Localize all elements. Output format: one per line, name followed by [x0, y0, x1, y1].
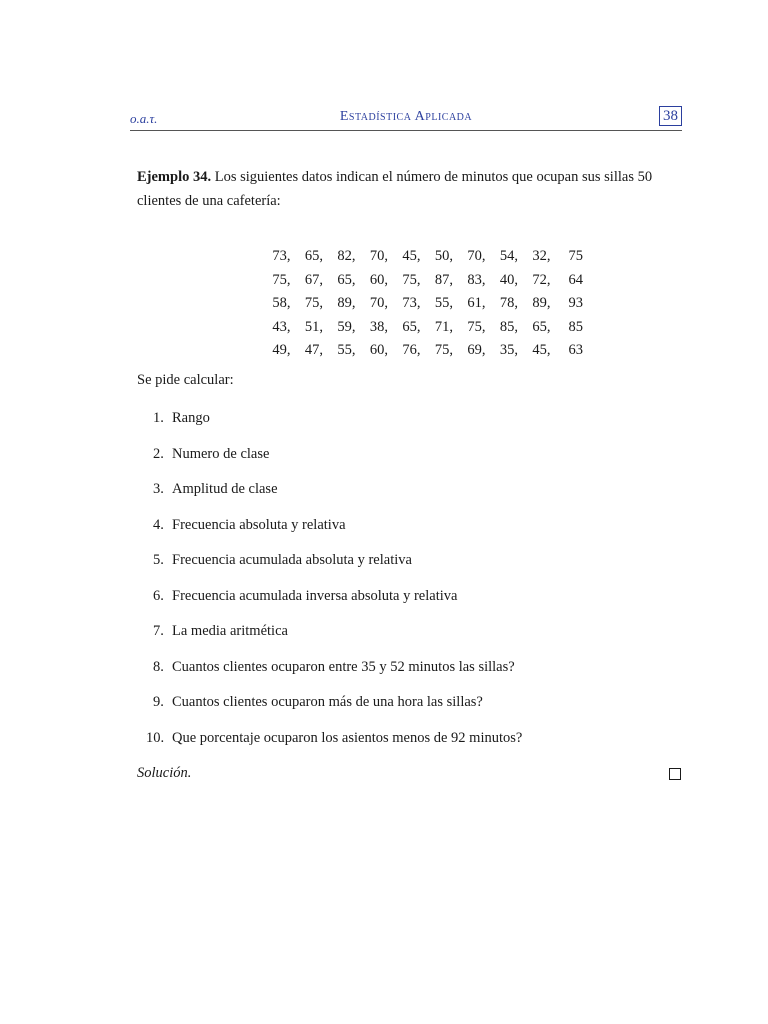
list-item	[137, 694, 697, 714]
list-item	[137, 410, 697, 430]
list-item	[137, 659, 697, 679]
list-item-number: 10.	[146, 729, 165, 746]
data-cell: 72,	[532, 271, 551, 288]
data-cell: 55,	[434, 295, 453, 312]
data-cell: 76,	[402, 342, 421, 359]
data-cell: 61,	[467, 295, 486, 312]
list-item-number: 5.	[153, 552, 164, 568]
data-cell: 60,	[369, 342, 388, 359]
data-cell: 70,	[369, 295, 388, 312]
list-item-text: Numero de clase	[172, 445, 270, 462]
list-item	[137, 517, 697, 537]
data-cell: 67,	[304, 271, 323, 288]
list-item-text: Que porcentaje ocuparon los asientos menos de 92 minutos?	[172, 729, 523, 746]
data-cell: 75,	[272, 271, 291, 288]
data-cell: 85,	[499, 318, 518, 335]
data-cell: 73,	[272, 248, 291, 265]
qed-square-icon	[669, 768, 681, 780]
list-item-number: 1.	[153, 410, 164, 426]
data-cell: 59,	[337, 318, 356, 335]
example-text: Los siguientes datos indican el número de minutos que ocupan sus sillas 50 clientes de una cafetería:	[137, 169, 653, 209]
data-cell: 71,	[434, 318, 453, 335]
list-item-number: 7.	[153, 623, 164, 639]
data-row	[258, 339, 583, 363]
data-cell: 73,	[402, 295, 421, 312]
list-item-text: Cuantos clientes ocuparon entre 35 y 52 minutos las sillas?	[172, 658, 515, 675]
list-item-text: La media aritmética	[172, 623, 288, 639]
list-item-number: 8.	[153, 658, 164, 675]
list-item	[137, 552, 697, 572]
data-cell: 69,	[467, 342, 486, 359]
list-item-text: Frecuencia acumulada inversa absoluta y relativa	[172, 587, 458, 604]
request-text: Se pide calcular:	[137, 372, 234, 388]
list-item-text: Frecuencia acumulada absoluta y relativa	[172, 552, 412, 568]
list-item-number: 9.	[153, 694, 164, 710]
data-cell: 54,	[499, 248, 518, 265]
solution-label: Solución.	[137, 765, 192, 781]
list-item-number: 3.	[153, 481, 164, 497]
list-item-number: 4.	[153, 516, 164, 533]
data-cell: 43,	[272, 318, 291, 335]
header-author: o.a.τ.	[130, 111, 158, 126]
list-item-text: Rango	[172, 410, 210, 426]
example-intro	[137, 165, 687, 213]
list-item-text: Frecuencia absoluta y relativa	[172, 516, 346, 533]
list-item-text: Cuantos clientes ocuparon más de una hora las sillas?	[172, 694, 483, 710]
data-cell: 35,	[499, 342, 518, 359]
data-cell: 75,	[467, 318, 486, 335]
data-cell: 47,	[304, 342, 323, 359]
data-cell: 82,	[337, 248, 356, 265]
list-item-number: 6.	[153, 587, 164, 604]
data-cell: 89,	[337, 295, 356, 312]
data-cell: 55,	[337, 342, 356, 359]
page-number: 38	[659, 106, 682, 126]
list-item-text: Amplitud de clase	[172, 481, 278, 497]
data-cell: 65,	[304, 248, 323, 265]
data-cell: 78,	[499, 295, 518, 312]
data-cell: 50,	[434, 248, 453, 265]
data-cell: 60,	[369, 271, 388, 288]
data-cell: 87,	[434, 271, 453, 288]
data-cell: 83,	[467, 271, 486, 288]
data-cell: 65,	[402, 318, 421, 335]
data-cell: 45,	[402, 248, 421, 265]
header-title: Estadística Aplicada	[339, 109, 473, 124]
data-row	[258, 245, 583, 269]
data-table	[258, 245, 583, 363]
data-cell: 75,	[434, 342, 453, 359]
data-cell: 70,	[467, 248, 486, 265]
list-item	[137, 730, 697, 750]
list-item-number: 2.	[153, 445, 164, 462]
data-row	[258, 316, 583, 340]
list-item	[137, 623, 697, 643]
data-cell: 40,	[499, 271, 518, 288]
data-cell: 49,	[272, 342, 291, 359]
data-cell: 75,	[402, 271, 421, 288]
list-item	[137, 588, 697, 608]
running-header	[130, 108, 682, 131]
data-cell: 93	[568, 295, 583, 312]
data-row	[258, 269, 583, 293]
data-cell: 89,	[532, 295, 551, 312]
data-cell: 51,	[304, 318, 323, 335]
data-cell: 64	[568, 271, 583, 288]
data-cell: 32,	[532, 248, 551, 265]
data-cell: 70,	[369, 248, 388, 265]
data-cell: 75	[568, 248, 583, 265]
data-cell: 65,	[337, 271, 356, 288]
data-row	[258, 292, 583, 316]
example-label: Ejemplo 34.	[137, 169, 212, 185]
data-cell: 45,	[532, 342, 551, 359]
list-item	[137, 481, 697, 501]
data-cell: 65,	[532, 318, 551, 335]
data-cell: 38,	[369, 318, 388, 335]
data-cell: 75,	[304, 295, 323, 312]
data-cell: 85	[568, 318, 583, 335]
list-item	[137, 446, 697, 466]
data-cell: 58,	[272, 295, 291, 312]
data-cell: 63	[568, 342, 583, 359]
